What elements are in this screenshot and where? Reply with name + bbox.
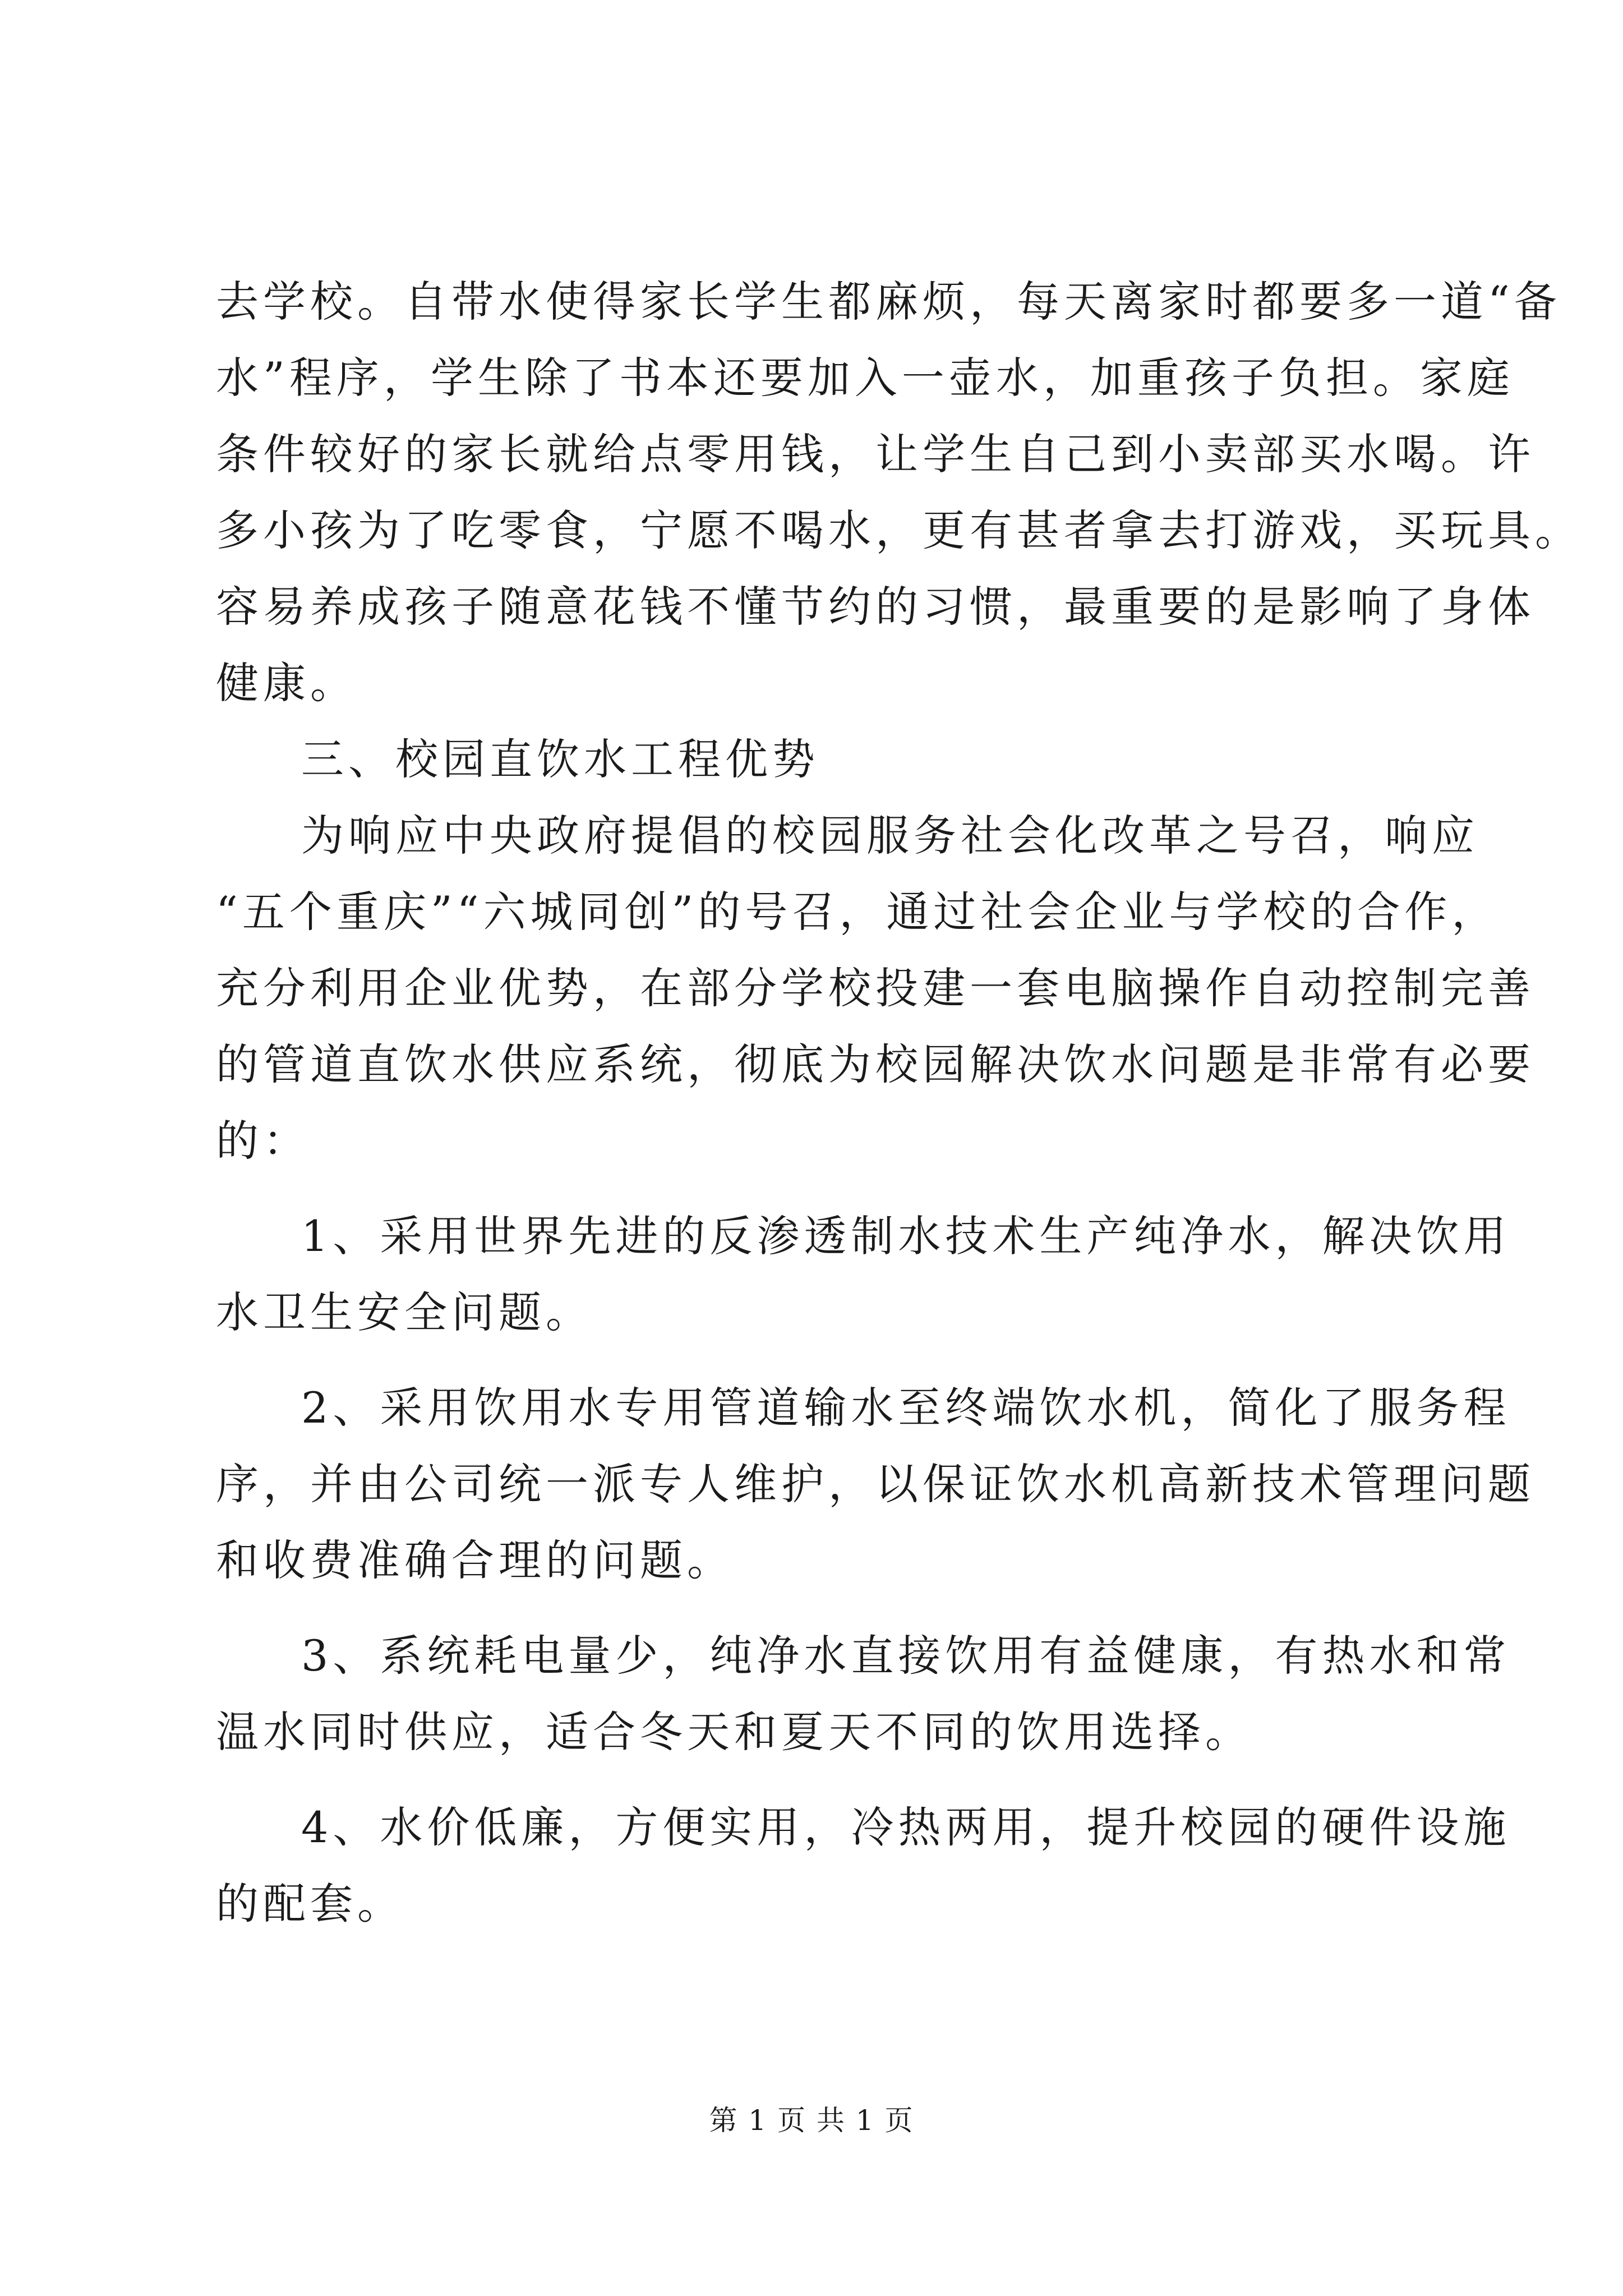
heading-text: 三、校园直饮水工程优势	[301, 734, 819, 784]
text-line: 的：	[216, 1116, 310, 1166]
text-line: “五个重庆”“六城同创”的号召，通过社会企业与学校的合作，	[216, 887, 1499, 937]
text-line: 水”程序，学生除了书本还要加入一壶水，加重孩子负担。家庭	[216, 353, 1514, 403]
text-line: 的配套。	[216, 1879, 404, 1929]
text-line: 水卫生安全问题。	[216, 1287, 593, 1337]
text-line: 去学校。自带水使得家长学生都麻烦，每天离家时都要多一道“备	[216, 277, 1561, 326]
text-line: 条件较好的家长就给点零用钱，让学生自己到小卖部买水喝。许	[216, 429, 1535, 479]
list-item	[216, 1618, 1511, 1770]
paragraph	[216, 798, 1535, 1179]
text-line: 健康。	[216, 658, 357, 708]
paragraph	[216, 264, 1582, 721]
document-body	[216, 264, 1582, 1942]
text-line: 序，并由公司统一派专人维护，以保证饮水机高新技术管理问题	[216, 1459, 1535, 1509]
text-line: 和收费准确合理的问题。	[216, 1535, 734, 1585]
text-line: 容易养成孩子随意花钱不懂节约的习惯，最重要的是影响了身体	[216, 582, 1535, 632]
list-item	[216, 1370, 1535, 1599]
text-line: 4、水价低廉，方便实用，冷热两用，提升校园的硬件设施	[301, 1802, 1511, 1852]
text-line: 多小孩为了吃零食，宁愿不喝水，更有甚者拿去打游戏，买玩具。	[216, 505, 1582, 555]
text-line: 1、采用世界先进的反渗透制水技术生产纯净水，解决饮用	[301, 1211, 1511, 1261]
text-line: 温水同时供应，适合冬天和夏天不同的饮用选择。	[216, 1707, 1252, 1757]
list-item	[216, 1789, 1511, 1942]
text-line: 为响应中央政府提倡的校园服务社会化改革之号召，响应	[301, 811, 1479, 861]
text-line: 2、采用饮用水专用管道输水至终端饮水机，简化了服务程	[301, 1383, 1511, 1433]
text-line: 的管道直饮水供应系统，彻底为校园解决饮水问题是非常有必要	[216, 1039, 1535, 1089]
text-line: 充分利用企业优势，在部分学校投建一套电脑操作自动控制完善	[216, 963, 1535, 1013]
section-heading	[216, 721, 1427, 798]
list-item	[216, 1198, 1511, 1351]
text-line: 3、系统耗电量少，纯净水直接饮用有益健康，有热水和常	[301, 1631, 1511, 1681]
page-footer: 第 1 页 共 1 页	[709, 2104, 914, 2137]
